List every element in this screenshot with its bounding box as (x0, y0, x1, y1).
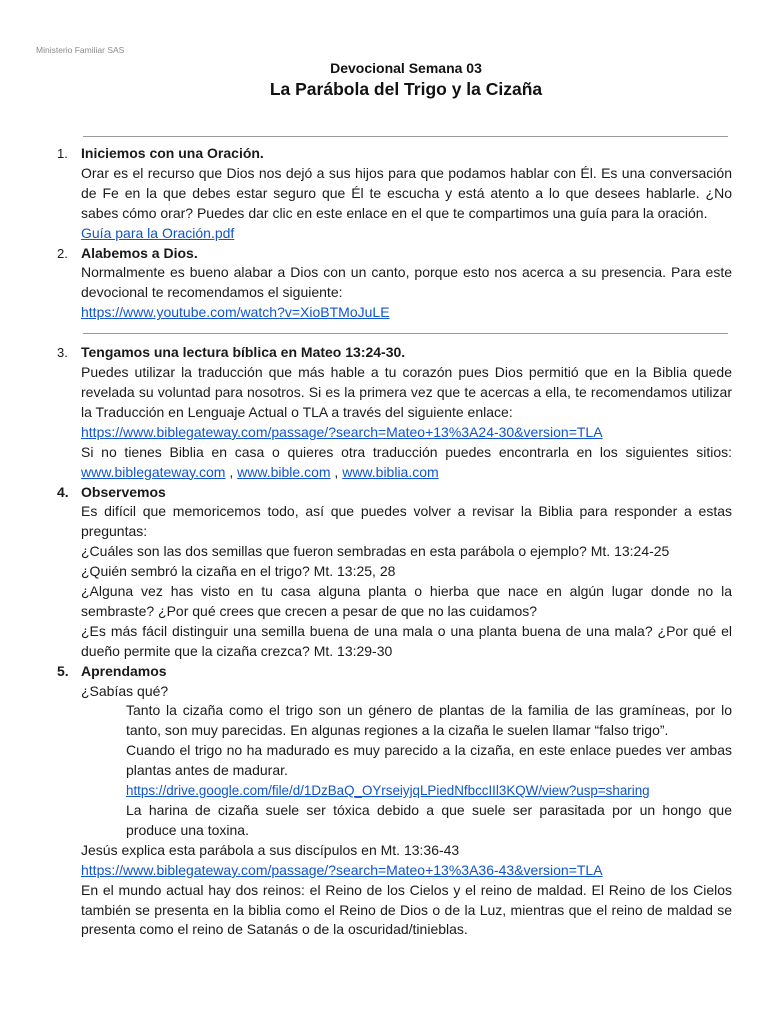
section-heading: Tengamos una lectura bíblica en Mateo 13:24-30. (81, 344, 406, 361)
section-prayer (57, 144, 732, 244)
section-number: 2. (57, 245, 68, 261)
section-heading: Alabemos a Dios. (81, 244, 198, 261)
bible-site-link[interactable]: www.bible.com (237, 463, 331, 480)
section-paragraph: Orar es el recurso que Dios nos dejó a sus hijos para que podamos hablar con Él. Es una conversación de Fe en la que debes estar seguro que Él te escucha y está atento a lo que desees hablarle. ¿No sabes cómo orar? Puedes dar clic en este enlace en el que te compartimos una guía para la oración. (81, 164, 732, 221)
prayer-guide-link[interactable]: Guía para la Oración.pdf (81, 224, 235, 241)
section-number: 1. (57, 146, 68, 161)
section-heading: Aprendamos (81, 662, 167, 679)
question-item: ¿Alguna vez has visto en tu casa alguna planta o hierba que nace en algún lugar donde no la sembraste? ¿Por qué crees que crecen a pesar de que no las cuidamos? (81, 583, 732, 619)
section-number: 4. (57, 483, 69, 500)
youtube-link[interactable]: https://www.youtube.com/watch?v=XioBTMoJuLE (81, 304, 390, 321)
google-drive-link[interactable]: https://drive.google.com/file/d/1DzBaQ_OYrseiyjqLPiedNfbccIIl3KQW/view?usp=sharing (126, 783, 650, 799)
fact-paragraph: Cuando el trigo no ha madurado es muy parecido a la cizaña, en este enlace puedes ver ambas plantas antes de madurar. (126, 742, 732, 779)
question-item: ¿Cuáles son las dos semillas que fueron sembradas en esta parábola o ejemplo? Mt. 13:24-25 (81, 543, 670, 560)
section-observe (57, 483, 732, 662)
section-paragraph: Normalmente es bueno alabar a Dios con un canto, porque esto nos acerca a su presencia. Para este devocional te recomendamos el siguiente: (81, 264, 732, 301)
section-number: 5. (57, 662, 69, 679)
section-paragraph: ¿Sabías qué? (81, 682, 169, 699)
fact-paragraph: La harina de cizaña suele ser tóxica debido a que suele ser parasitada por un hongo que produce una toxina. (126, 802, 732, 838)
document-title: La Parábola del Trigo y la Cizaña (269, 79, 543, 99)
section-paragraph: Si no tienes Biblia en casa o quieres otra traducción puedes encontrarla en los siguientes sitios: www.biblegateway.com , www.bible.com , www.biblia.com (81, 443, 732, 480)
section-paragraph: Puedes utilizar la traducción que más hable a tu corazón pues Dios permitió que en la Biblia quede revelada su voluntad para nosotros. Si es la primera vez que te acercas a ella, te recomendamos utilizar la Traducción en Lenguaje Actual o TLA a través del siguiente enlace: (81, 364, 732, 420)
section-learn (57, 662, 732, 941)
section-number: 3. (57, 345, 68, 361)
question-item: ¿Es más fácil distinguir una semilla buena de una mala o una planta buena de una mala? ¿Por qué el dueño permite que la cizaña crezca? Mt. 13:29-30 (81, 622, 732, 659)
section-heading: Iniciemos con una Oración. (81, 145, 264, 161)
divider-line (83, 333, 728, 334)
biblia-site-link[interactable]: www.biblia.com (342, 463, 439, 480)
biblegateway-site-link[interactable]: www.biblegateway.com (81, 463, 226, 480)
section-reading (57, 343, 732, 482)
section-heading: Observemos (81, 483, 166, 500)
organization-header: Ministerio Familiar SAS (36, 45, 125, 55)
question-item: ¿Quién sembró la cizaña en el trigo? Mt. 13:25, 28 (81, 563, 396, 580)
fact-paragraph: Tanto la cizaña como el trigo son un género de plantas de la familia de las gramíneas, por lo tanto, son muy parecidas. En algunas regiones a la cizaña le suelen llamar “falso trigo”. (126, 702, 732, 739)
biblegateway-passage-link[interactable]: https://www.biblegateway.com/passage/?search=Mateo+13%3A24-30&version=TLA (81, 423, 603, 440)
document-subtitle: Devocional Semana 03 (330, 60, 482, 76)
document-body (57, 144, 732, 940)
divider-line (83, 136, 728, 137)
section-paragraph: En el mundo actual hay dos reinos: el Reino de los Cielos y el reino de maldad. El Reino de los Cielos también se presenta en la biblia como el Reino de Dios o de la Luz, mientras que el reino de maldad se presenta como el reino de Satanás o de la oscuridad/tinieblas. (81, 881, 732, 938)
section-paragraph: Jesús explica esta parábola a sus discípulos en Mt. 13:36-43 (81, 841, 460, 858)
section-praise (57, 244, 732, 324)
section-paragraph: Es difícil que memoricemos todo, así que puedes volver a revisar la Biblia para responder a estas preguntas: (81, 503, 732, 540)
biblegateway-explanation-link[interactable]: https://www.biblegateway.com/passage/?search=Mateo+13%3A36-43&version=TLA (81, 861, 603, 878)
